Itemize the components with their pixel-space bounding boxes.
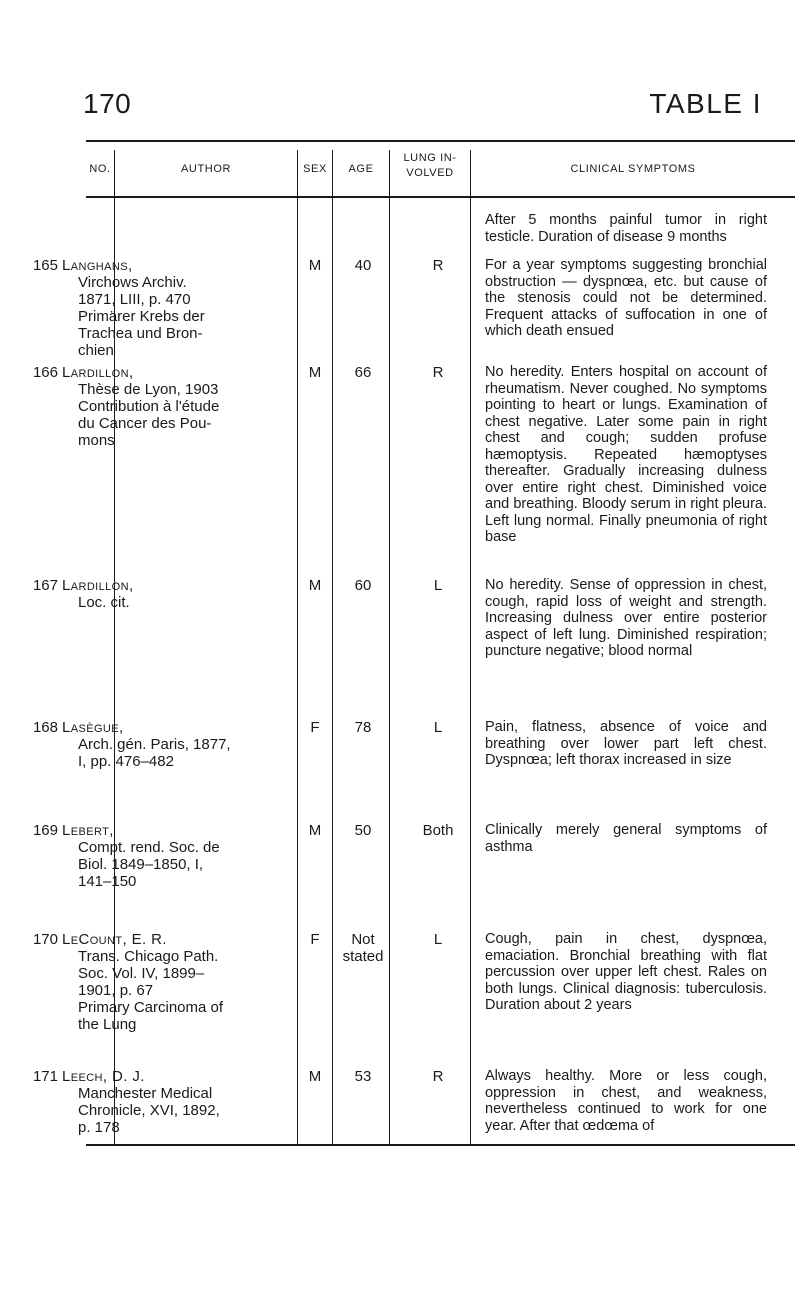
- lung-value: R: [432, 364, 444, 381]
- header-age: AGE: [348, 163, 374, 175]
- header-no: NO.: [89, 163, 111, 175]
- sex-value: M: [308, 822, 322, 839]
- sex-value: M: [308, 364, 322, 381]
- sex-value: F: [310, 719, 320, 736]
- header-rule: [86, 196, 795, 198]
- author-name: Leech, D. J.: [62, 1068, 145, 1085]
- age-value: 50: [354, 822, 372, 839]
- lung-value: R: [432, 257, 444, 274]
- entry-number: 167: [32, 577, 58, 594]
- header-author: AUTHOR: [180, 163, 232, 175]
- author-reference: Loc. cit.: [78, 594, 130, 611]
- age-value: 66: [354, 364, 372, 381]
- lung-value: Both: [422, 822, 454, 839]
- author-cell: [62, 931, 296, 1033]
- age-value: Not stated: [342, 931, 384, 965]
- author-name: Lardillon,: [62, 364, 134, 381]
- author-reference: Virchows Archiv. 1871, LIII, p. 470 Primärer Krebs der Trachea und Bron- chien: [78, 274, 205, 359]
- sex-value: M: [308, 257, 322, 274]
- header-sex: SEX: [303, 163, 327, 175]
- entry-number: 169: [32, 822, 58, 839]
- column-divider: [389, 150, 390, 1144]
- sex-value: F: [310, 931, 320, 948]
- author-name: Langhans,: [62, 257, 133, 274]
- author-cell: [62, 577, 296, 611]
- age-value: 60: [354, 577, 372, 594]
- author-cell: [62, 719, 296, 770]
- clinical-symptoms: Pain, flatness, absence of voice and breathing over lower part left chest. Dyspnœa; left thorax increased in size: [485, 719, 767, 768]
- author-cell: [62, 364, 296, 449]
- clinical-symptoms: No heredity. Sense of oppression in chest, cough, rapid loss of weight and strength. Increasing dulness over entire posterior aspect of left lung. Diminished respiration; puncture negative; blood normal: [485, 577, 767, 659]
- clinical-symptoms: Cough, pain in chest, dyspnœa, emaciation. Bronchial breathing with flat percussion over upper left chest. Rales on both lungs. Clinical diagnosis: tuberculosis. Duration about 2 years: [485, 931, 767, 1013]
- column-divider: [332, 150, 333, 1144]
- entry-number: 170: [32, 931, 58, 948]
- carryover-symptoms: After 5 months painful tumor in right testicle. Duration of disease 9 months: [485, 212, 767, 245]
- table-top-rule: [86, 140, 795, 142]
- age-value: 53: [354, 1068, 372, 1085]
- clinical-symptoms: Always healthy. More or less cough, oppression in chest, and weakness, nevertheless continued to work for one year. After that œdœma of: [485, 1068, 767, 1134]
- clinical-symptoms: No heredity. Enters hospital on account of rheumatism. Never coughed. No symptoms pointing to heart or lungs. Examination of chest negative. Later some pain in right chest and cough; sudden profuse hæmoptysis. Repeated hæmoptyses thereafter. Gradually increasing dulness over entire right chest. Diminished voice and breathing. Bloody serum in right pleura. Left lung normal. Finally pneumonia of right base: [485, 364, 767, 545]
- age-value: 40: [354, 257, 372, 274]
- author-name: LeCount, E. R.: [62, 931, 167, 948]
- entry-number: 171: [32, 1068, 58, 1085]
- entry-number: 168: [32, 719, 58, 736]
- author-reference: Arch. gén. Paris, 1877, I, pp. 476–482: [78, 736, 231, 770]
- author-cell: [62, 822, 296, 890]
- author-reference: Thèse de Lyon, 1903 Contribution à l'étude du Cancer des Pou- mons: [78, 381, 220, 449]
- header-clinical-symptoms: CLINICAL SYMPTOMS: [570, 163, 696, 175]
- sex-value: M: [308, 1068, 322, 1085]
- lung-value: L: [433, 719, 443, 736]
- sex-value: M: [308, 577, 322, 594]
- column-divider: [470, 150, 471, 1144]
- author-reference: Manchester Medical Chronicle, XVI, 1892, p. 178: [78, 1085, 220, 1136]
- age-value: 78: [354, 719, 372, 736]
- lung-value: L: [433, 931, 443, 948]
- author-name: Lebert,: [62, 822, 114, 839]
- column-divider: [297, 150, 298, 1144]
- table-bottom-rule: [86, 1144, 795, 1146]
- author-reference: Trans. Chicago Path. Soc. Vol. IV, 1899– 1901, p. 67 Primary Carcinoma of the Lung: [78, 948, 224, 1033]
- header-lung-involved: LUNG IN- VOLVED: [403, 152, 457, 179]
- author-cell: [62, 1068, 296, 1136]
- author-reference: Compt. rend. Soc. de Biol. 1849–1850, I, 141–150: [78, 839, 220, 890]
- clinical-symptoms: Clinically merely general symptoms of asthma: [485, 822, 767, 855]
- page-number: 170: [83, 88, 132, 119]
- author-name: Lasègue,: [62, 719, 124, 736]
- clinical-symptoms: For a year symptoms suggesting bronchial obstruction — dyspnœa, etc. but cause of the stenosis could not be determined. Frequent attacks of suffocation in one of which death ensued: [485, 257, 767, 339]
- lung-value: L: [433, 577, 443, 594]
- author-name: Lardillon,: [62, 577, 134, 594]
- author-cell: [62, 257, 296, 359]
- entry-number: 165: [32, 257, 58, 274]
- entry-number: 166: [32, 364, 58, 381]
- page-heading: TABLE I: [649, 88, 762, 119]
- lung-value: R: [432, 1068, 444, 1085]
